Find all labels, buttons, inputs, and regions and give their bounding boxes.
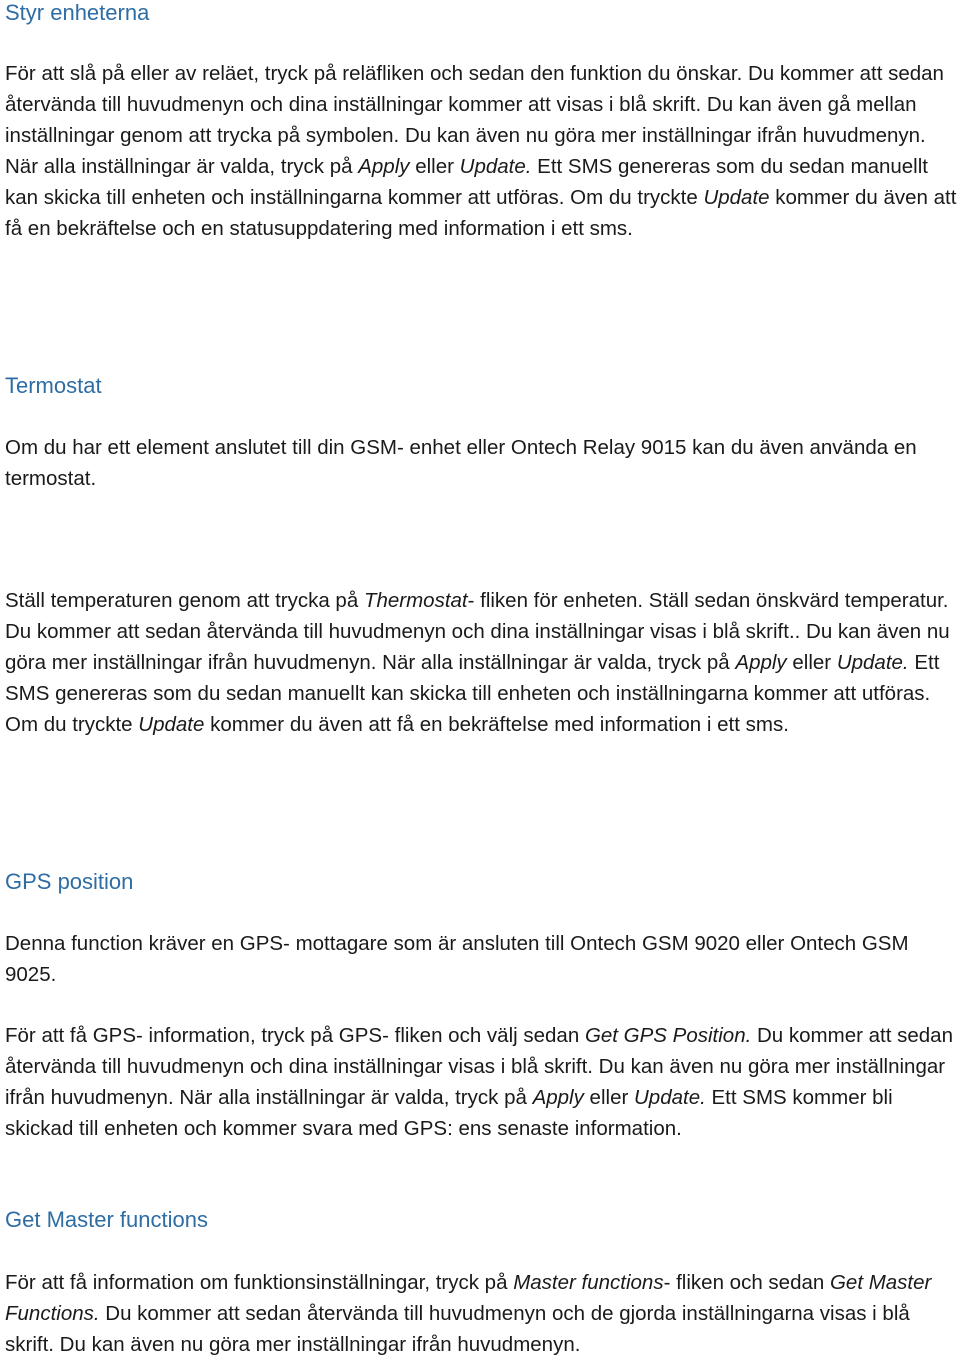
emphasized-text: Update. (459, 155, 532, 178)
section-heading-termostat: Termostat (5, 373, 102, 398)
text-run: Om du har ett element anslutet till din GSM- enhet eller Ontech Relay 9015 kan du även använda en termostat. (5, 436, 917, 490)
section-heading-gps-position: GPS position (5, 869, 134, 894)
emphasized-text: Thermostat (363, 589, 468, 612)
text-run: eller (786, 651, 837, 674)
text-run: För att få GPS- information, tryck på GPS- fliken och välj sedan (5, 1024, 585, 1047)
text-run: Ett SMS kommer bli skickad till enheten och kommer svara med GPS: ens senaste information. (5, 1086, 893, 1140)
section-heading-get-master-functions: Get Master functions (5, 1207, 208, 1232)
paragraph-termostat-instructions (5, 585, 960, 740)
emphasized-text: Update. (634, 1086, 706, 1109)
text-run: kommer du även att få en bekräftelse med information i ett sms. (204, 713, 789, 736)
text-run: Ett SMS genereras som du sedan manuellt kan skicka till enheten och inställningarna kommer att utföras. Om du tryckte (5, 155, 928, 209)
emphasized-text: Update (138, 713, 205, 736)
paragraph-styr-enheterna (5, 58, 960, 244)
emphasized-text: Get GPS Position. (584, 1024, 752, 1047)
emphasized-text: Update. (836, 651, 909, 674)
text-run: kommer du även att få en bekräftelse och en statusuppdatering med information i ett sms. (5, 186, 957, 240)
emphasized-text: Apply (532, 1086, 584, 1109)
text-run: Ställ temperaturen genom att trycka på (5, 589, 364, 612)
paragraph-gps-instructions (5, 1020, 960, 1144)
emphasized-text: Update (703, 186, 770, 209)
text-run: För att få information om funktionsinställningar, tryck på (5, 1271, 514, 1294)
section-heading-styr-enheterna: Styr enheterna (5, 0, 150, 25)
emphasized-text: Apply (735, 651, 787, 674)
text-run: För att slå på eller av reläet, tryck på reläfliken och sedan den funktion du önskar. Du kommer att sedan återvända till huvudmenyn och dina inställningar kommer att visas i blå skrift. Du kan även gå mellan inställningar genom att trycka på symbolen. Du kan även nu göra mer inställningar ifrån huvudmenyn. När alla inställningar är valda, tryck på (5, 62, 944, 178)
text-run: - fliken för enheten. Ställ sedan önskvärd temperatur. Du kommer att sedan återvända till huvudmenyn och dina inställningar visas i blå skrift.. Du kan även nu göra mer inställningar ifrån huvudmenyn. När alla inställningar är valda, tryck på (5, 589, 950, 674)
paragraph-master-functions (5, 1267, 960, 1360)
text-run: - fliken och sedan (663, 1271, 830, 1294)
emphasized-text: Apply (358, 155, 410, 178)
text-run: Ett SMS genereras som du sedan manuellt kan skicka till enheten och inställningarna kommer att utföras. Om du tryckte (5, 651, 940, 736)
text-run: eller (583, 1086, 634, 1109)
paragraph-gps-requirement (5, 928, 960, 990)
emphasized-text: Master functions (513, 1271, 664, 1294)
paragraph-termostat-intro (5, 432, 960, 494)
text-run: Du kommer att sedan återvända till huvudmenyn och dina inställningar visas i blå skrift. Du kan även nu göra mer inställningar ifrån huvudmenyn. När alla inställningar är valda, tryck på (5, 1024, 953, 1109)
text-run: Du kommer att sedan återvända till huvudmenyn och de gjorda inställningarna visas i blå skrift. Du kan även nu göra mer inställningar ifrån huvudmenyn. (5, 1302, 910, 1356)
text-run: Denna function kräver en GPS- mottagare som är ansluten till Ontech GSM 9020 eller Ontech GSM 9025. (5, 932, 909, 986)
text-run: eller (409, 155, 460, 178)
emphasized-text: Get Master Functions. (5, 1271, 932, 1325)
